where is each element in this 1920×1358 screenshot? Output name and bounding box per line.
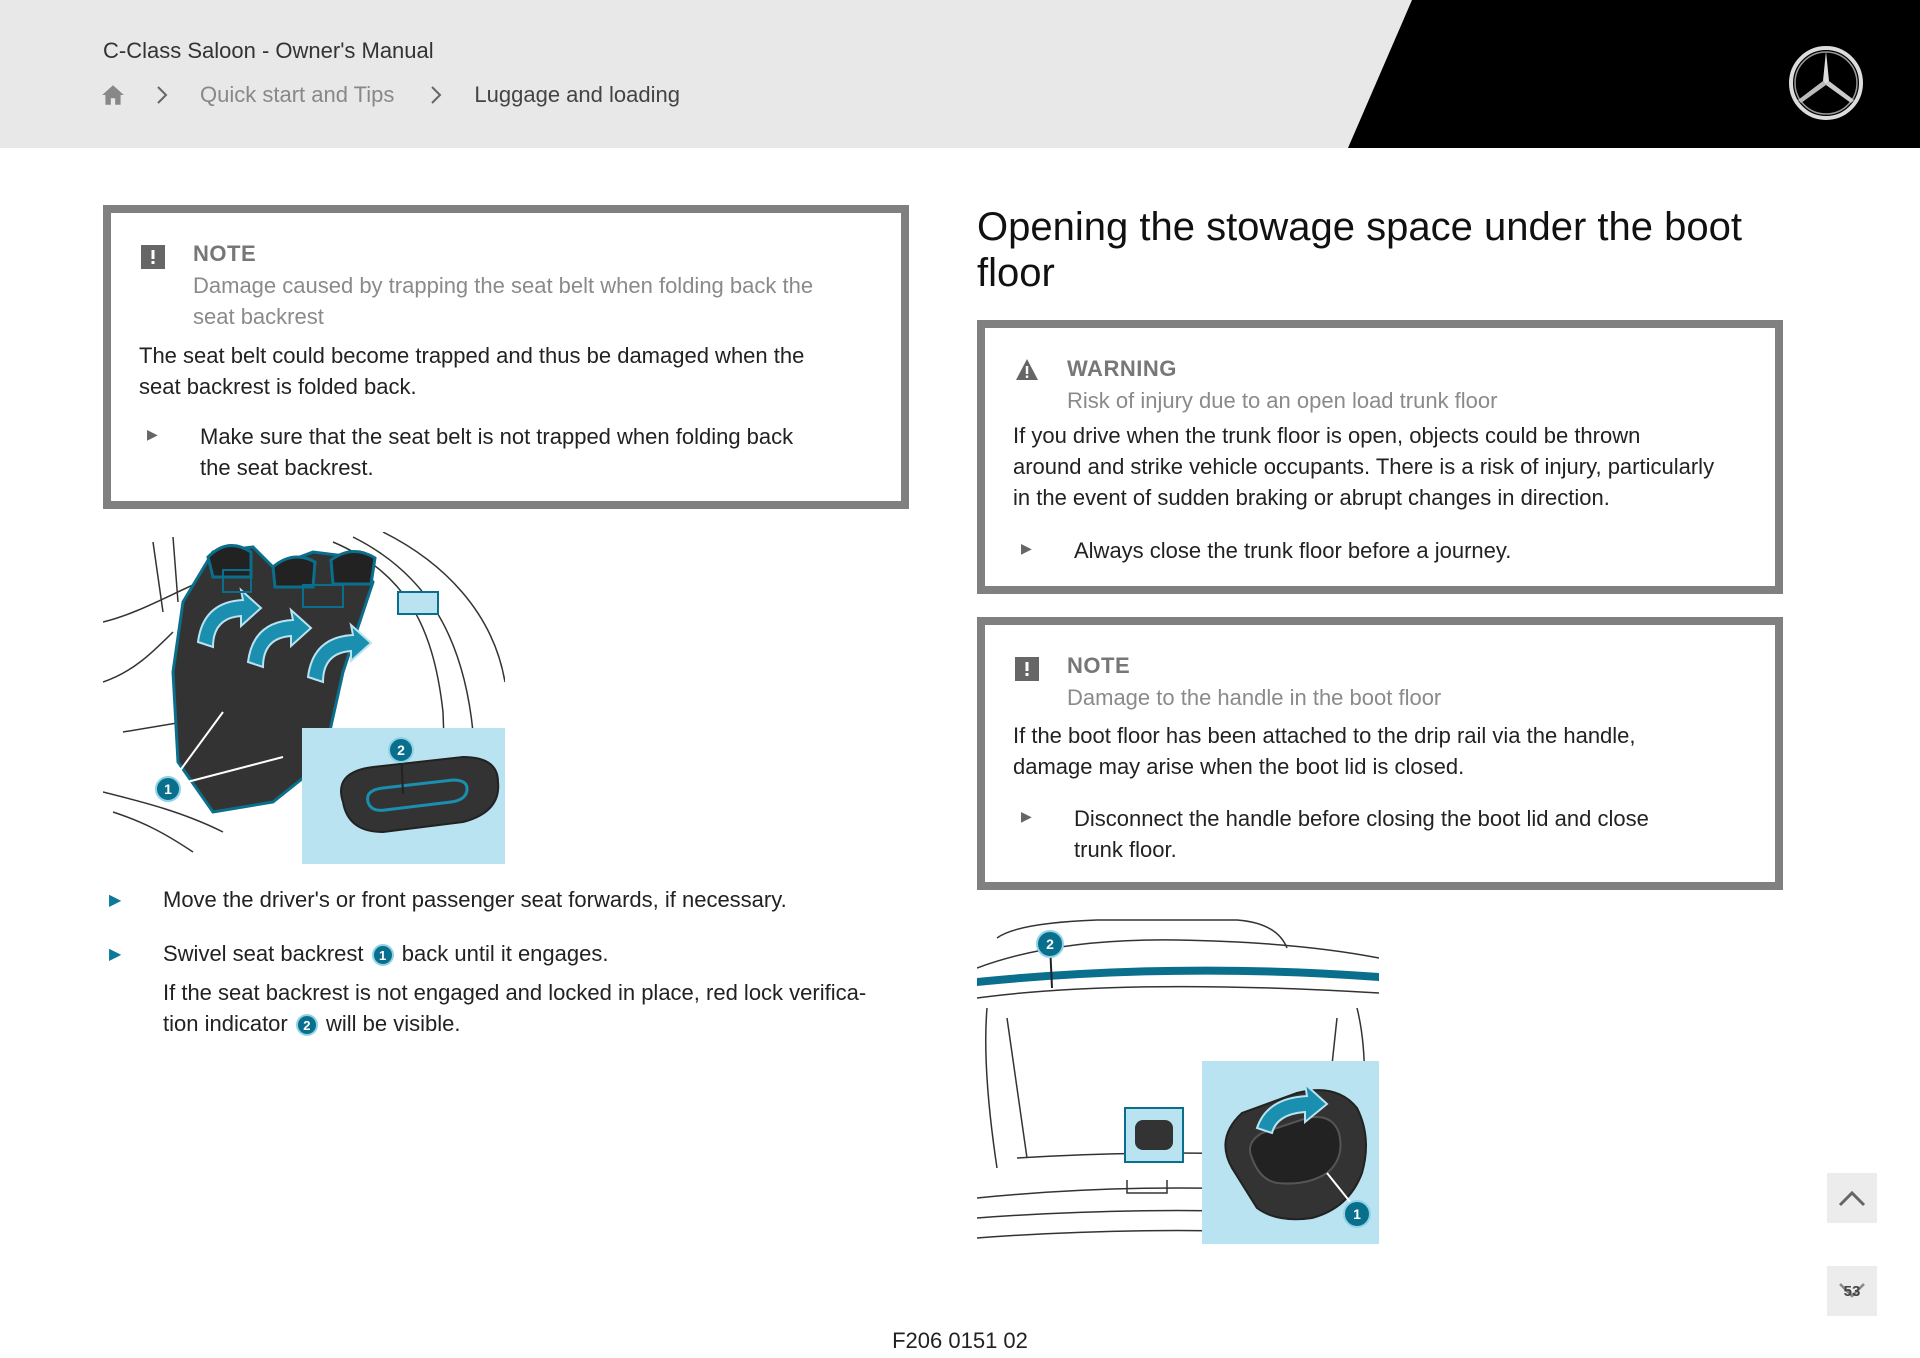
document-title: C-Class Saloon - Owner's Manual — [103, 38, 434, 63]
step-swivel-text-pre: Swivel seat backrest — [163, 941, 364, 966]
info-text-pre: tion indicator — [163, 1011, 288, 1036]
illustration-callout-2: 2 — [1046, 936, 1054, 952]
info-lock-line2 — [163, 1008, 461, 1039]
note-step-line2: trunk floor. — [1074, 837, 1177, 862]
warning-box-trunk-floor — [977, 320, 1783, 594]
warning-step: Always close the trunk floor before a journey. — [1074, 538, 1512, 563]
chevron-up-icon — [1837, 1188, 1867, 1208]
note-step-line2: the seat backrest. — [200, 455, 374, 480]
step-bullet-icon: ▶ — [1021, 540, 1032, 556]
note-step-line1: Make sure that the seat belt is not trapped when folding back — [200, 424, 794, 449]
warning-subtitle: Risk of injury due to an open load trunk floor — [1067, 388, 1498, 413]
note-body-line2: damage may arise when the boot lid is closed. — [1013, 754, 1465, 779]
illustration-callout-2: 2 — [397, 742, 405, 758]
note-exclamation-icon — [1015, 657, 1039, 681]
scroll-up-button[interactable] — [1827, 1173, 1877, 1223]
note-label: NOTE — [193, 241, 257, 266]
step-swivel-backrest — [163, 938, 608, 969]
info-text-post: will be visible. — [326, 1011, 461, 1036]
info-lock-line1: If the seat backrest is not engaged and locked in place, red lock verifica- — [163, 980, 867, 1005]
note-body-line2: seat backrest is folded back. — [139, 374, 417, 399]
page-header — [0, 0, 1920, 148]
step-bullet-icon: ▶ — [147, 426, 158, 442]
boot-floor-illustration — [977, 918, 1379, 1244]
note-box-seat-belt — [103, 205, 909, 509]
rear-seat-illustration — [103, 532, 505, 864]
chevron-right-icon — [428, 84, 444, 106]
step-swivel-text-post: back until it engages. — [401, 941, 609, 966]
page-number: 53 — [1843, 1282, 1861, 1300]
home-icon[interactable] — [100, 82, 126, 108]
warning-body-line2: around and strike vehicle occupants. There is a risk of injury, particularly — [1013, 454, 1715, 479]
figure-code: F206 0151 02 — [892, 1328, 1028, 1353]
illustration-callout-1: 1 — [1353, 1206, 1361, 1222]
chevron-right-icon — [154, 84, 170, 106]
step-arrow-icon: ▶ — [109, 892, 122, 909]
breadcrumb-link-quick-start[interactable]: Quick start and Tips — [200, 82, 395, 107]
callout-1-icon: 1 — [372, 944, 394, 966]
note-step-line1: Disconnect the handle before closing the boot lid and close — [1074, 806, 1649, 831]
breadcrumb-current: Luggage and loading — [474, 82, 680, 107]
mercedes-star-logo — [1788, 45, 1864, 121]
warning-label: WARNING — [1067, 356, 1177, 381]
illustration-callout-1: 1 — [164, 781, 172, 797]
note-exclamation-icon — [141, 245, 165, 269]
page-menu-button[interactable] — [1827, 1266, 1877, 1316]
note-label: NOTE — [1067, 653, 1131, 678]
note-subtitle-line1: Damage caused by trapping the seat belt when folding back the — [193, 273, 814, 298]
note-body-line1: The seat belt could become trapped and thus be damaged when the — [139, 343, 805, 368]
note-subtitle: Damage to the handle in the boot floor — [1067, 685, 1442, 710]
breadcrumb — [100, 82, 680, 108]
step-bullet-icon: ▶ — [1021, 808, 1032, 824]
note-body-line1: If the boot floor has been attached to the drip rail via the handle, — [1013, 723, 1636, 748]
warning-body-line3: in the event of sudden braking or abrupt changes in direction. — [1013, 485, 1610, 510]
note-subtitle-line2: seat backrest — [193, 304, 324, 329]
note-box-handle — [977, 617, 1783, 890]
warning-body-line1: If you drive when the trunk floor is open, objects could be thrown — [1013, 423, 1641, 448]
step-arrow-icon: ▶ — [109, 946, 122, 963]
header-black-panel — [0, 0, 1920, 148]
step-move-seat: Move the driver's or front passenger seat forwards, if necessary. — [163, 887, 787, 912]
callout-2-icon: 2 — [296, 1014, 318, 1036]
warning-triangle-icon — [1015, 358, 1039, 382]
section-heading: Opening the stowage space under the boot floor — [977, 205, 1742, 295]
